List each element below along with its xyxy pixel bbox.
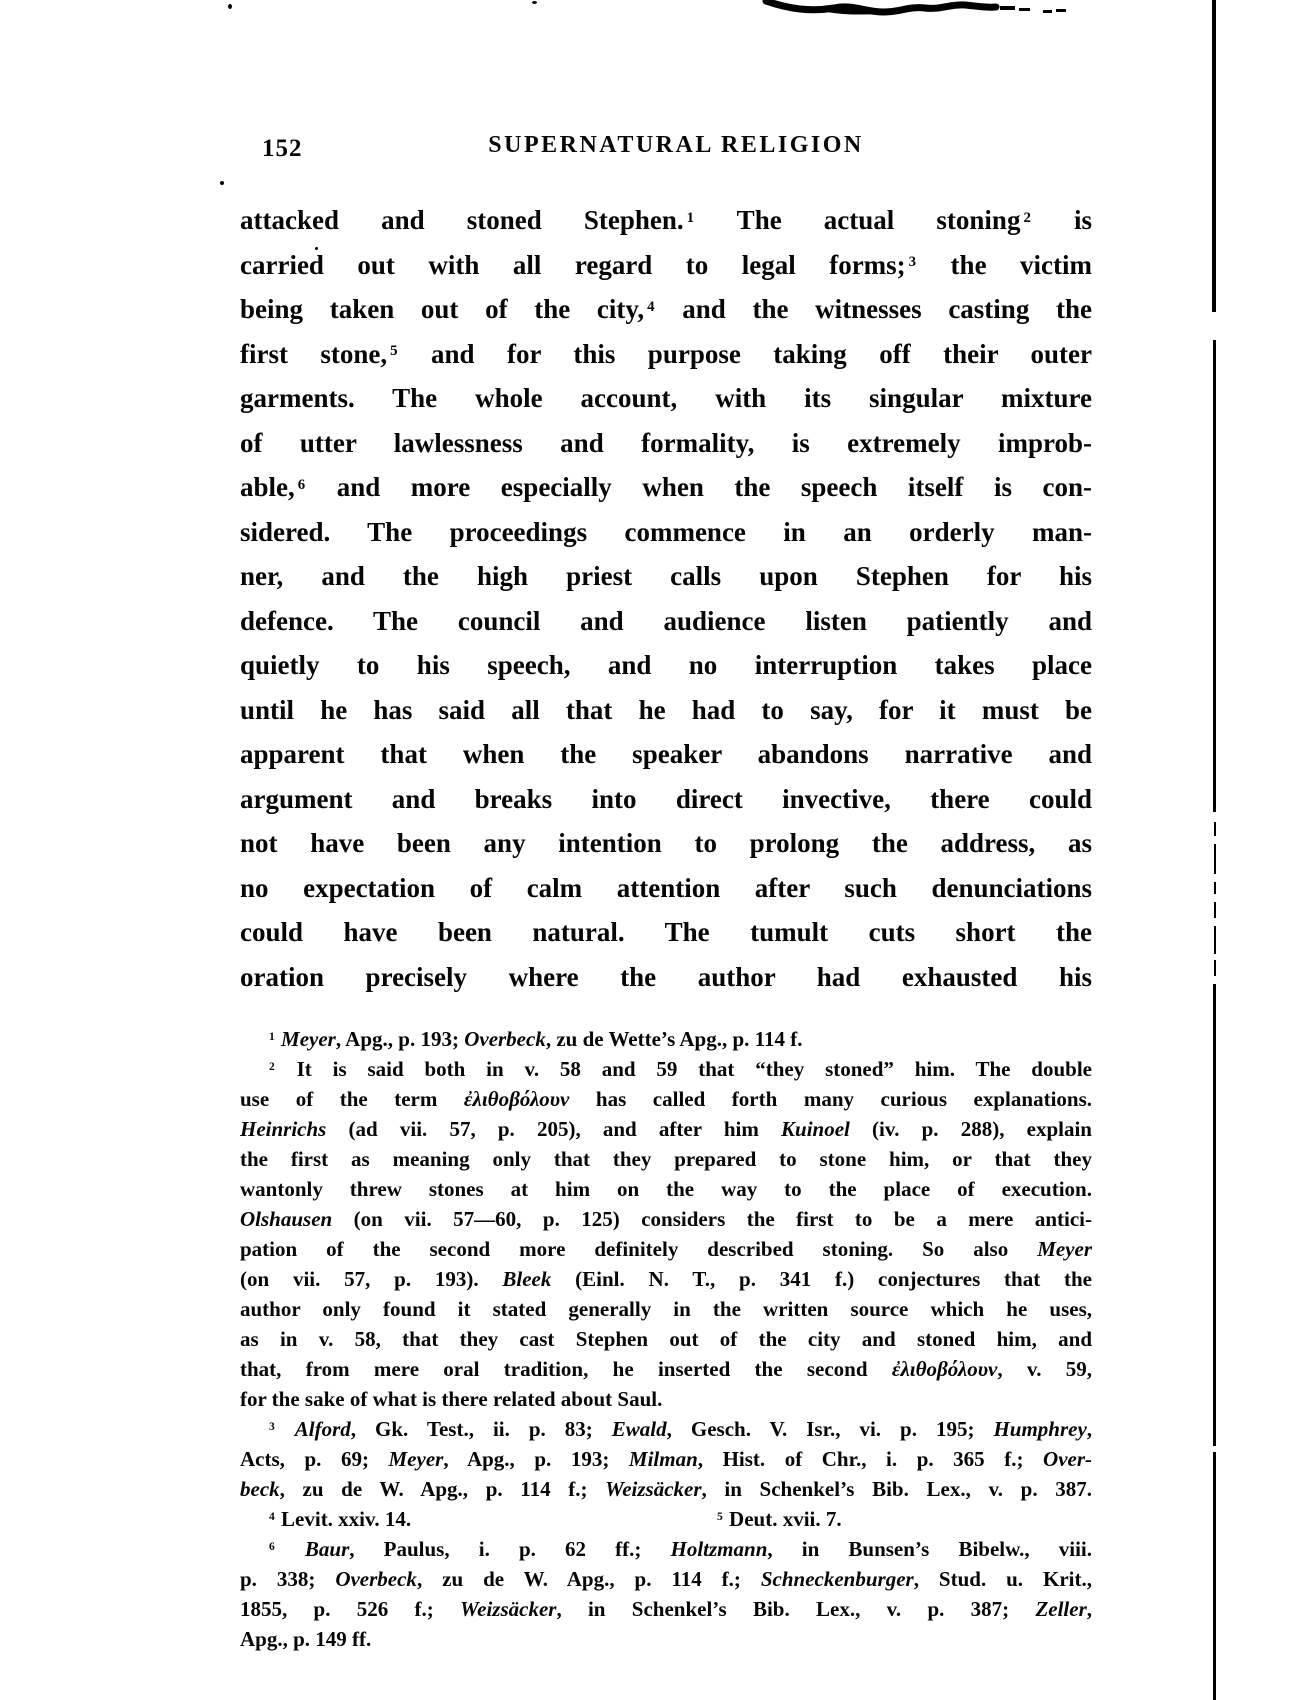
text-line: first stone, $^5$ and for this purpose taking off their outer [240,338,1092,369]
footnotes [240,1024,1092,1654]
body-text [240,198,1092,999]
text-line: p. 338; Overbeck, zu de W. Apg., p. 114 f.; Schneckenburger, Stud. u. Krit., [240,1567,1092,1591]
text-line: no expectation of calm attention after such denunciations [240,872,1092,903]
text-line: the first as meaning only that they prepared to stone him, or that they [240,1147,1092,1171]
margin-line-segment [1214,882,1216,894]
text-line: $^2$ It is said both in v. 58 and 59 that “they stoned” him. The double [269,1057,1092,1081]
page-header [240,130,1092,168]
margin-line-segment [1214,844,1216,874]
body-lines [240,198,1092,999]
text-line: oration precisely where the author had exhausted his [240,961,1092,992]
text-line: being taken out of the city, $^4$ and the witnesses casting the [240,294,1092,324]
text-line: wantonly threw stones at him on the way to the place of execution. [240,1177,1092,1201]
text-line: $^4$ Levit. xxiv. 14. $^5$ Deut. xvii. 7. [269,1507,842,1531]
ink-smudge [762,0,1082,20]
text-line: for the sake of what is there related about Saul. [240,1387,663,1411]
page-number: 152 [262,135,303,162]
text-line: $^3$ Alford, Gk. Test., ii. p. 83; Ewald, Gesch. V. Isr., vi. p. 195; Humphrey, [269,1417,1092,1441]
text-line: pation of the second more definitely described stoning. So also Meyer [240,1237,1092,1261]
text-line: author only found it stated generally in the written source which he uses, [240,1297,1092,1321]
text-line: as in v. 58, that they cast Stephen out of the city and stoned him, and [240,1327,1092,1351]
text-line: until he has said all that he had to say, for it must be [240,694,1092,725]
text-line: Olshausen (on vii. 57—60, p. 125) considers the first to be a mere antici- [240,1207,1092,1231]
margin-line-segment [1214,926,1216,954]
ink-speck [532,1,537,4]
margin-line-segment [1214,902,1216,918]
text-line: carried out with all regard to legal forms; $^3$ the victim [240,249,1092,280]
text-line: beck, zu de W. Apg., p. 114 f.; Weizsäcker, in Schenkel’s Bib. Lex., v. p. 387. [240,1477,1092,1501]
margin-line-segment [1213,340,1216,812]
ink-speck [228,4,232,9]
text-line: 1855, p. 526 f.; Weizsäcker, in Schenkel’s Bib. Lex., v. p. 387; Zeller, [240,1597,1092,1621]
text-line: attacked and stoned Stephen. $^1$ The actual stoning $^2$ is [240,205,1092,235]
text-line: garments. The whole account, with its singular mixture [240,383,1092,413]
text-line: $^6$ Baur, Paulus, i. p. 62 ff.; Holtzmann, in Bunsen’s Bibelw., viii. [269,1537,1092,1561]
text-line: quietly to his speech, and no interruption takes place [240,650,1092,680]
text-line: sidered. The proceedings commence in an orderly man- [240,516,1092,547]
text-line: of utter lawlessness and formality, is extremely improb- [240,427,1092,458]
margin-line-segment [1213,1452,1216,1700]
text-line: able, $^6$ and more especially when the speech itself is con- [240,472,1092,502]
text-line: use of the term ἐλιθοβόλουν has called forth many curious explanations. [240,1087,1092,1111]
text-line: Heinrichs (ad vii. 57, p. 205), and after him Kuinoel (iv. p. 288), explain [240,1117,1092,1141]
text-line: defence. The council and audience listen patiently and [240,605,1092,636]
running-title: SUPERNATURAL RELIGION [488,132,864,158]
text-line: argument and breaks into direct invective, there could [240,783,1092,814]
text-line: not have been any intention to prolong the address, as [240,828,1092,858]
text-line: ner, and the high priest calls upon Stephen for his [240,561,1092,591]
margin-line-segment [1213,984,1216,1446]
margin-line-segment [1214,822,1216,836]
margin-line-segment [1214,960,1216,976]
text-line: Acts, p. 69; Meyer, Apg., p. 193; Milman, Hist. of Chr., i. p. 365 f.; Over- [240,1447,1092,1471]
text-line: apparent that when the speaker abandons narrative and [240,739,1092,769]
text-line: $^1$ Meyer, Apg., p. 193; Overbeck, zu de Wette’s Apg., p. 114 f. [269,1027,803,1051]
text-line: could have been natural. The tumult cuts short the [240,917,1092,947]
margin-line-segment [1212,0,1216,312]
text-line: Apg., p. 149 ff. [240,1627,372,1651]
text-line: (on vii. 57, p. 193). Bleek (Einl. N. T., p. 341 f.) conjectures that the [240,1267,1092,1291]
ink-speck [220,181,224,185]
footnote-lines [240,1024,1092,1654]
text-line: that, from mere oral tradition, he inserted the second ἐλιθοβόλουν, v. 59, [240,1357,1092,1381]
